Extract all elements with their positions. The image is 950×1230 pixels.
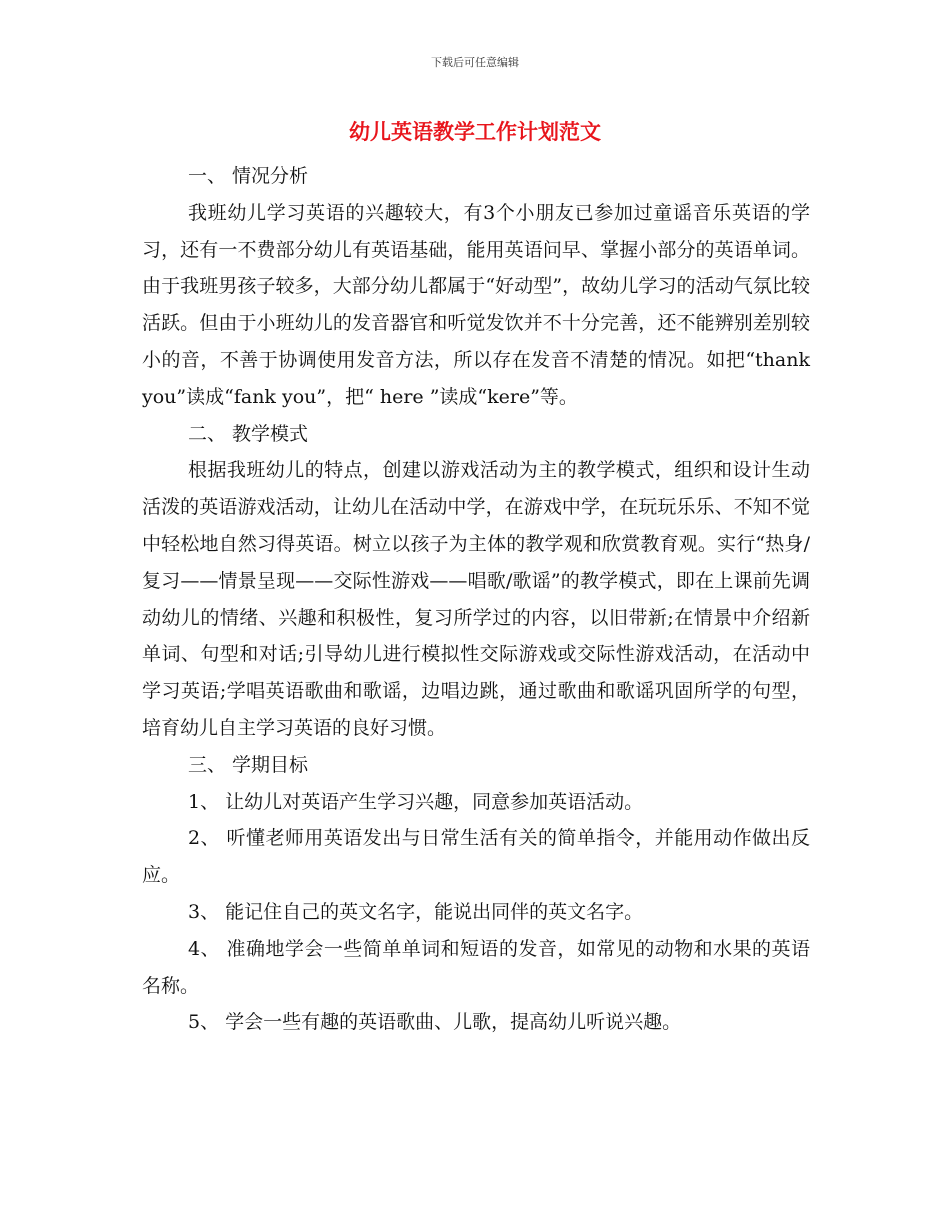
goal-item: 1、 让幼儿对英语产生学习兴趣，同意参加英语活动。	[188, 790, 644, 813]
section-heading-goals: 三、 学期目标	[188, 753, 309, 776]
document-body	[142, 158, 810, 1041]
goal-item: 4、 准确地学会一些简单单词和短语的发音，如常见的动物和水果的英语名称。	[142, 937, 810, 997]
section-paragraph-situation: 我班幼儿学习英语的兴趣较大，有3个小朋友已参加过童谣音乐英语的学习，还有一不费部分幼儿有英语基础，能用英语问早、掌握小部分的英语单词。由于我班男孩子较多，大部分幼儿都属于“好动型”，故幼儿学习的活动气氛比较活跃。但由于小班幼儿的发音器官和听觉发饮并不十分完善，还不能辨别差别较小的音，不善于协调使用发音方法，所以存在发音不清楚的情况。如把“thank you”读成“fank you”，把“ here ”读成“kere”等。	[142, 201, 810, 408]
document-title: 幼儿英语教学工作计划范文	[349, 120, 601, 144]
section-heading-teaching-mode: 二、 教学模式	[188, 422, 309, 445]
header-note: 下载后可任意编辑	[431, 57, 519, 69]
goal-item: 2、 听懂老师用英语发出与日常生活有关的简单指令，并能用动作做出反应。	[142, 827, 810, 887]
section-paragraph-teaching-mode: 根据我班幼儿的特点，创建以游戏活动为主的教学模式，组织和设计生动活泼的英语游戏活动，让幼儿在活动中学，在游戏中学，在玩玩乐乐、不知不觉中轻松地自然习得英语。树立以孩子为主体的教学观和欣赏教育观。实行“热身/复习——情景呈现——交际性游戏——唱歌/歌谣”的教学模式，即在上课前先调动幼儿的情绪、兴趣和积极性，复习所学过的内容，以旧带新;在情景中介绍新单词、句型和对话;引导幼儿进行模拟性交际游戏或交际性游戏活动，在活动中学习英语;学唱英语歌曲和歌谣，边唱边跳，通过歌曲和歌谣巩固所学的句型，培育幼儿自主学习英语的良好习惯。	[142, 459, 810, 739]
goal-item: 5、 学会一些有趣的英语歌曲、儿歌，提高幼儿听说兴趣。	[188, 1011, 682, 1034]
section-heading-situation: 一、 情况分析	[188, 165, 309, 187]
goal-item: 3、 能记住自己的英文名字，能说出同伴的英文名字。	[188, 900, 644, 923]
